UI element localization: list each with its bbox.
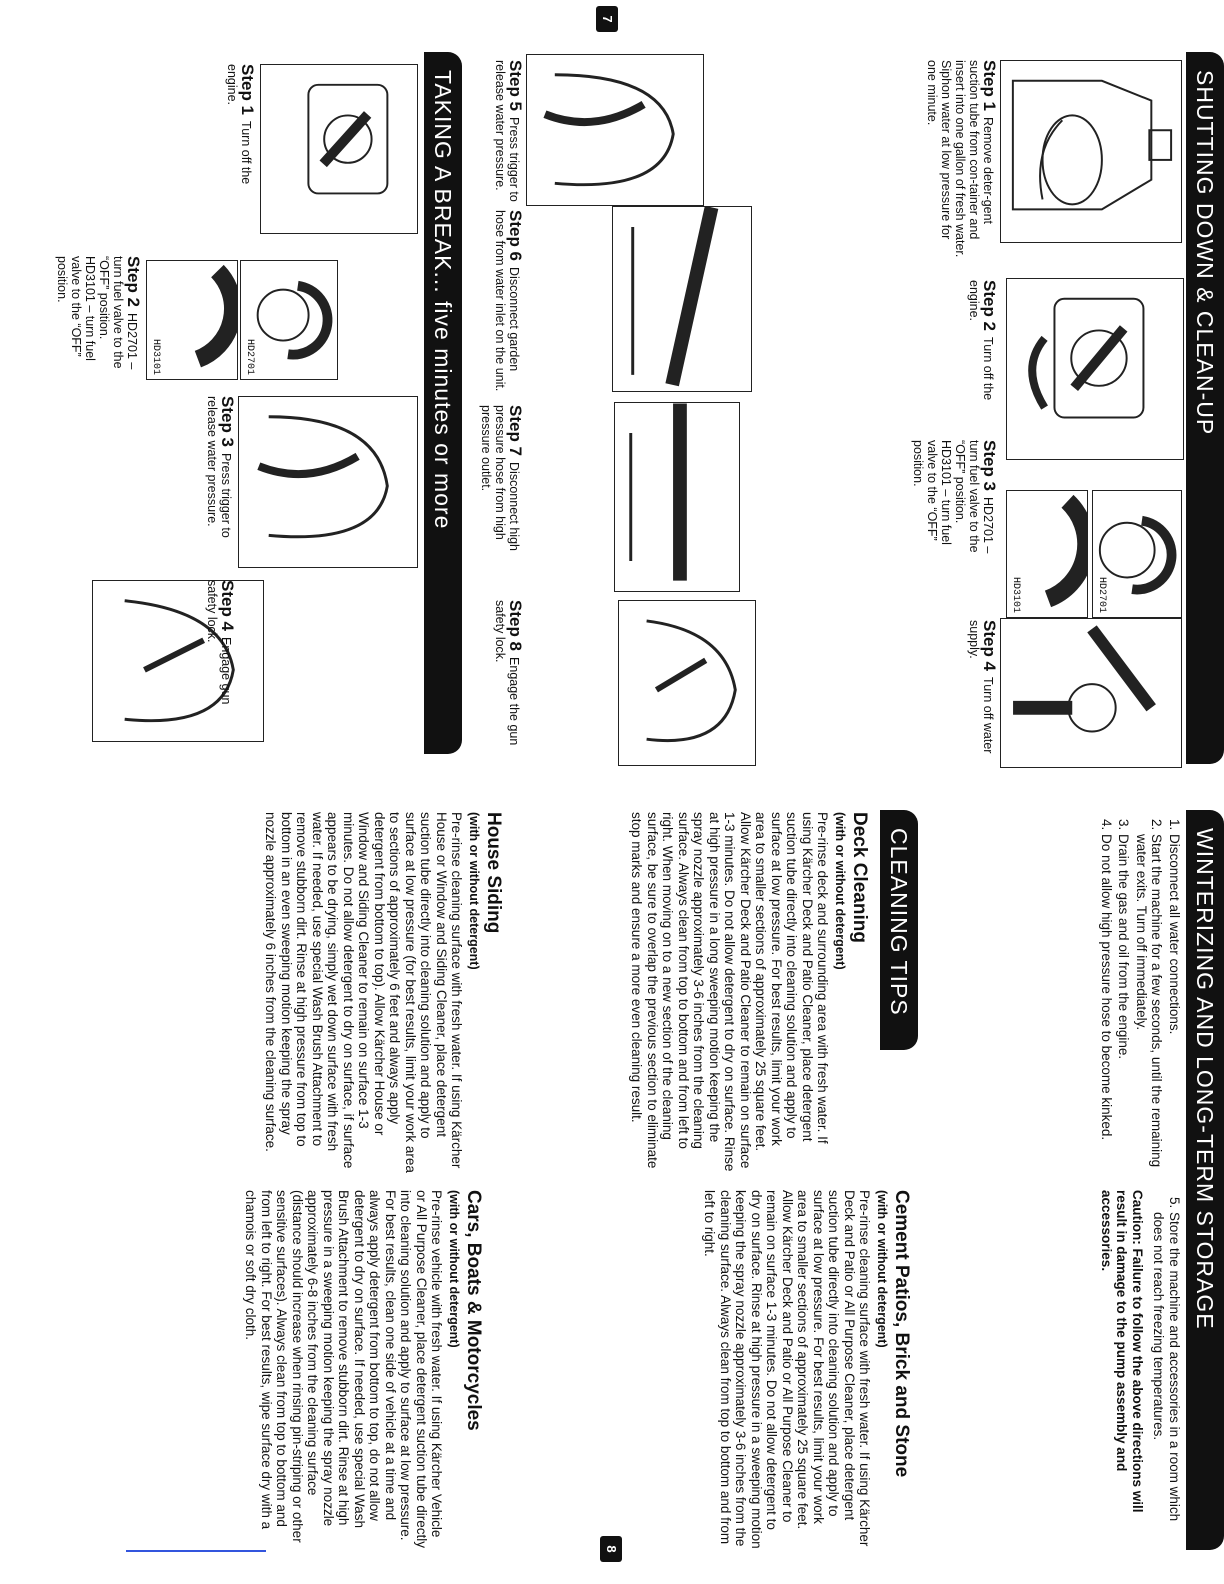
winterizing-header: WINTERIZING AND LONG-TERM STORAGE	[1186, 810, 1224, 1550]
house-title: House Siding	[483, 812, 504, 934]
break-step-4: Step 4Engage gun safety lock.	[205, 580, 237, 705]
deck-title: Deck Cleaning	[849, 812, 870, 943]
break-header: TAKING A BREAK... five minutes or more	[424, 52, 462, 754]
fuel-code-b: HD3101	[1010, 576, 1021, 613]
shutdown-step-5: Step 5Press trigger to release water pressure.	[493, 60, 525, 202]
engine-switch-image-1	[1006, 278, 1184, 460]
cement-body: Pre-rinse cleaning surface with fresh water. If using Kärcher Deck and Patio or All Purpose Cleaner, place detergent suction tube directly into cleaning solution and apply to surface at low pressure. For best results, limit your work area to smaller sections of approximately 25 square feet. Allow Kärcher Deck and Patio or All Purpose Cleaner to remain on surface 1-3 minutes. Do not allow detergent to dry on surface. Rinse at high pressure in a sweeping motion keeping the spray nozzle approximately 3-6 inches from the cleaning surface. Always clean from top to bottom and from left to right.	[702, 1190, 873, 1549]
winter-item-2: 2. Start the machine for a few seconds, until the remaining water exits. Turn off immediately.	[1134, 834, 1165, 1172]
break-step-3: Step 3Press trigger to release water pressure.	[205, 396, 237, 538]
safety-lock-image-2	[92, 580, 264, 742]
cars-boats	[243, 1190, 484, 1550]
winter-item-5: 5. Store the machine and accessories in a room which does not reach freezing temperatures.	[1151, 1212, 1182, 1550]
page-tab-8: 8	[600, 1536, 622, 1562]
fuel-code-a: HD2701	[1096, 576, 1107, 613]
shutdown-step-7: Step 7Disconnect high pressure hose from high pressure outlet.	[479, 405, 525, 551]
shutdown-step-3: Step 3HD2701 – turn fuel valve to the “OFF” position. HD3101 – turn fuel valve to the “OFF” position.	[911, 440, 999, 554]
cleaning-header: CLEANING TIPS	[880, 810, 918, 1050]
shutdown-step-2: Step 2Turn off the engine.	[967, 280, 999, 401]
shutdown-header: SHUTTING DOWN & CLEAN-UP	[1186, 52, 1224, 764]
winterizing-list	[1097, 812, 1183, 1172]
deck-body: Pre-rinse deck and surrounding area with fresh water. If using Kärcher Deck and Patio Cleaner, place detergent suction tube directly into cleaning solution and apply to surface at low pressure. For best results, limit your work area to smaller sections of approximately 25 square feet. Allow Kärcher Deck and Patio Cleaner to remain on surface 1-3 minutes. Do not allow detergent to dry on surface. Rinse at high pressure in a long sweeping motion keeping the spray nozzle approximately 3-6 inches from the cleaning surface. Always clean from top to bottom and from left to right. When moving on to a new section of the cleaning surface, be sure to overlap the previous section to eliminate stop marks and ensure a more even cleaning result.	[629, 812, 831, 1172]
break-fuel-code-a: HD2701	[244, 338, 255, 375]
high-pressure-hose-image	[614, 402, 740, 592]
cars-body: Pre-rinse vehicle with fresh water. If using Kärcher Vehicle or All Purpose Cleaner, place detergent suction tube directly into cleaning solution and apply to surface at low pressure. For best results, clean one side of vehicle at a time and always apply detergent from bottom to top, do not allow detergent to dry on surface. If needed, use special Wash Brush Attachment to remove stubborn dirt. Rinse at high pressure in a sweeping motion keeping the spray nozzle approximately 6-8 inches from the cleaning surface (distance should increase when rinsing pin-striping or other sensitive surfaces). Always clean from top to bottom and from left to right. For best results, wipe surface dry with a chamois or soft dry cloth.	[243, 1190, 445, 1548]
winter-item-3: 3. Drain the gas and oil from the engine.	[1116, 834, 1132, 1172]
jug-tube-image	[1000, 60, 1182, 243]
link-underline	[126, 1550, 266, 1552]
fuel-valve-image-4	[146, 260, 238, 380]
shutdown-step-4: Step 4Turn off water supply.	[967, 620, 999, 754]
shutdown-step-8: Step 8Engage the gun safety lock.	[493, 600, 525, 746]
fuel-valve-image-3	[240, 260, 338, 380]
winter-item-1: 1. Disconnect all water connections.	[1167, 834, 1183, 1172]
deck-cleaning	[629, 812, 870, 1176]
trigger-image-1	[526, 54, 704, 206]
winter-caution: Caution: Failure to follow the above directions will result in damage to the pump assembly and accessories.	[1099, 1190, 1145, 1513]
cars-title: Cars, Boats & Motorcycles	[463, 1190, 484, 1431]
cement-sub: (with or without detergent)	[875, 1190, 889, 1348]
shutdown-step-1: Step 1Remove deter-gent suction tube from con-tainer and insert into one gallon of fresh water. Siphon water at low pressure for one minute.	[925, 60, 999, 258]
cement-patios	[702, 1190, 912, 1550]
break-fuel-code-b: HD3101	[150, 338, 161, 375]
safety-lock-image-1	[618, 600, 756, 766]
garden-hose-image	[612, 206, 752, 392]
break-step-2: Step 2HD2701 – turn fuel valve to the “OFF” position. HD3101 – turn fuel valve to the “OFF” position.	[55, 256, 143, 370]
house-siding	[263, 812, 504, 1176]
cement-title: Cement Patios, Brick and Stone	[891, 1190, 912, 1478]
break-step-1: Step 1Turn off the engine.	[225, 64, 257, 185]
winter-item-4: 4. Do not allow high pressure hose to become kinked.	[1099, 834, 1115, 1172]
faucet-image	[1000, 618, 1182, 768]
engine-switch-image-2	[260, 64, 418, 234]
deck-sub: (with or without detergent)	[833, 812, 847, 970]
fuel-valve-image-1	[1092, 490, 1182, 618]
house-body: Pre-rinse cleaning surface with fresh water. If using Kärcher House or Window and Siding Cleaner, place detergent suction tube directly into cleaning solution and apply to surface at low pressure (for best results, limit your work area to sections of approximately 6 feet and always apply detergent from bottom to top). Allow Kärcher House or Window and Siding Cleaner to remain on surface 1-3 minutes. Do not allow detergent to dry on surface, if surface appears to be drying, simply wet down surface with fresh water. If needed, use special Wash Brush Attachment to remove stubborn dirt. Rinse at high pressure from top to bottom in an even sweeping motion keeping the spray nozzle approximately 6 inches from the cleaning surface.	[263, 812, 465, 1173]
shutdown-step-6: Step 6Disconnect garden hose from water inlet on the unit.	[493, 210, 525, 392]
trigger-image-2	[238, 396, 418, 568]
winterizing-list-2	[1099, 1190, 1183, 1550]
page-tab-7: 7	[596, 6, 618, 32]
fuel-valve-image-2	[1006, 490, 1088, 618]
cars-sub: (with or without detergent)	[447, 1190, 461, 1348]
house-sub: (with or without detergent)	[467, 812, 481, 970]
